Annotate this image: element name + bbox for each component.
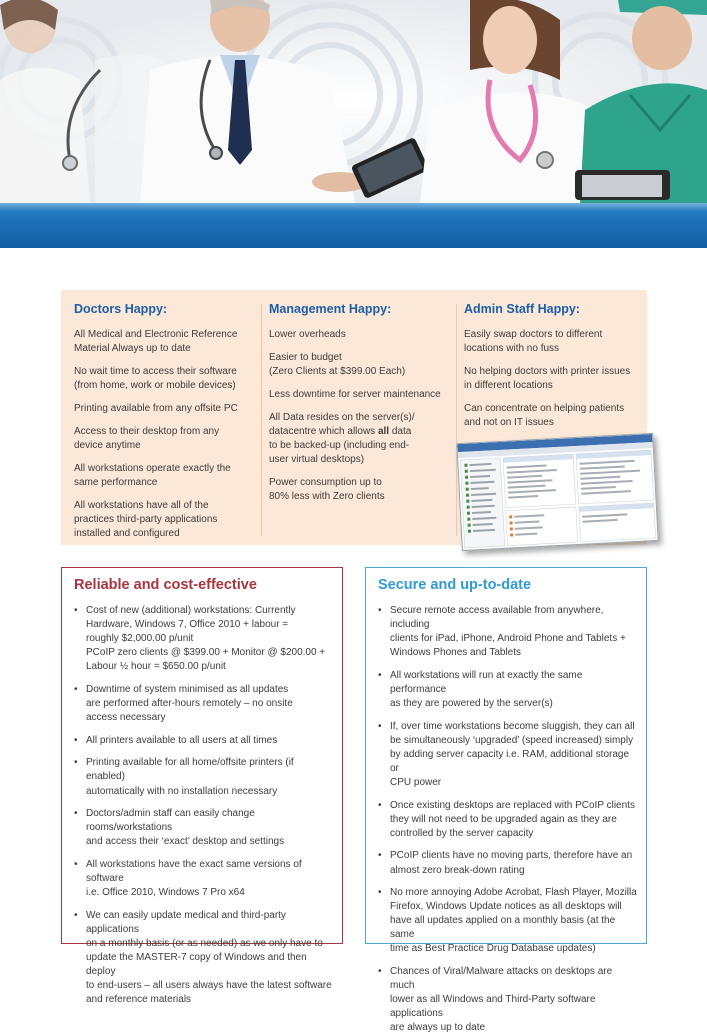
hero-photo <box>0 0 707 203</box>
list-item: • All printers available to all users at all times <box>74 734 334 748</box>
secure-box <box>365 567 647 1034</box>
list-item: • PCoIP clients have no moving parts, therefore have an almost zero break-down rating <box>378 849 638 877</box>
list-item: • Downtime of system minimised as all updates are performed after-hours remotely – no onsite access necessary <box>74 683 334 725</box>
benefit-item: No wait time to access their software (from home, work or mobile devices) <box>74 366 237 391</box>
list-item: • All workstations have the exact same versions of software i.e. Office 2010, Windows 7 Pro x64 <box>74 858 334 900</box>
list-item: • Secure remote access available from anywhere, including clients for iPad, iPhone, Android Phone and Tablets + Windows Phones and Tablets <box>378 604 638 660</box>
benefit-item: Access to their desktop from any device anytime <box>74 426 220 451</box>
doctors-column <box>74 302 254 550</box>
list-item: • No more annoying Adobe Acrobat, Flash Player, Mozilla Firefox, Windows Update notices as all desktops will have all updates applied on a monthly basis (at the same time as Best Practice Drug Database updates) <box>378 886 638 956</box>
list-item: • Printing available for all home/offsite printers (if enabled) automatically with no installation necessary <box>74 756 334 798</box>
management-column <box>269 302 449 513</box>
reliable-box <box>61 567 343 1006</box>
benefit-item: Easily swap doctors to different locations with no fuss <box>464 329 603 354</box>
benefit-item: All workstations operate exactly the same performance <box>74 463 231 488</box>
list-item: • Doctors/admin staff can easily change rooms/workstations and access their ‘exact’ desktop and settings <box>74 807 334 849</box>
list-item: • All workstations will run at exactly the same performance as they are powered by the server(s) <box>378 669 638 711</box>
secure-list <box>366 604 646 1036</box>
management-items <box>269 328 449 504</box>
doctors-heading: Doctors Happy: <box>74 302 168 316</box>
doctors-items <box>74 328 254 541</box>
benefit-item: Can concentrate on helping patients and not on IT issues <box>464 403 625 428</box>
list-item: • Chances of Viral/Malware attacks on desktops are much lower as all Windows and Third-Party software applications are always up to date <box>378 965 638 1035</box>
benefit-item: All Medical and Electronic Reference Material Always up to date <box>74 329 238 354</box>
benefit-item: Easier to budget (Zero Clients at $399.00 Each) <box>269 352 406 377</box>
reliable-title: Reliable and cost-effective <box>74 577 257 593</box>
list-item: • Once existing desktops are replaced with PCoIP clients they will not need to be upgraded again as they are controlled by the server capacity <box>378 799 638 841</box>
management-heading: Management Happy: <box>269 302 392 316</box>
list-item: • If, over time workstations become sluggish, they can all be simultaneously ‘upgraded’ (speed increased) simply by adding server capacity i.e. RAM, additional storage or CPU power <box>378 720 638 790</box>
list-item: • Cost of new (additional) workstations: Currently Hardware, Windows 7, Office 2010 + labour = roughly $2,000.00 p/unit PCoIP zero clients @ $399.00 + Monitor @ $200.00 + Labour ½ hour = $650.00 p/unit <box>74 604 334 674</box>
benefit-item: Power consumption up to 80% less with Zero clients <box>269 477 385 502</box>
benefit-item: No helping doctors with printer issues in different locations <box>464 366 631 391</box>
benefit-item: All workstations have all of the practices third-party applications installed and configured <box>74 500 218 539</box>
secure-title: Secure and up-to-date <box>378 577 532 593</box>
reliable-list <box>62 604 342 1007</box>
medical-staff-illustration <box>0 0 707 203</box>
admin-column <box>464 302 639 439</box>
benefit-item: All Data resides on the server(s)/ datacentre which allows all data to be backed-up (including end- user virtual desktops) <box>269 412 415 465</box>
admin-items <box>464 328 639 430</box>
benefits-panel <box>61 290 647 545</box>
software-screenshot <box>456 433 658 551</box>
benefit-item: Printing available from any offsite PC <box>74 403 238 414</box>
list-item: • We can easily update medical and third-party applications on a monthly basis (or as needed) as we only have to update the MASTER-7 copy of Windows and then deploy to end-users – all users always have the latest software and reference materials <box>74 909 334 1008</box>
admin-heading: Admin Staff Happy: <box>464 302 580 316</box>
benefit-item: Less downtime for server maintenance <box>269 389 441 400</box>
benefit-item: Lower overheads <box>269 329 346 340</box>
